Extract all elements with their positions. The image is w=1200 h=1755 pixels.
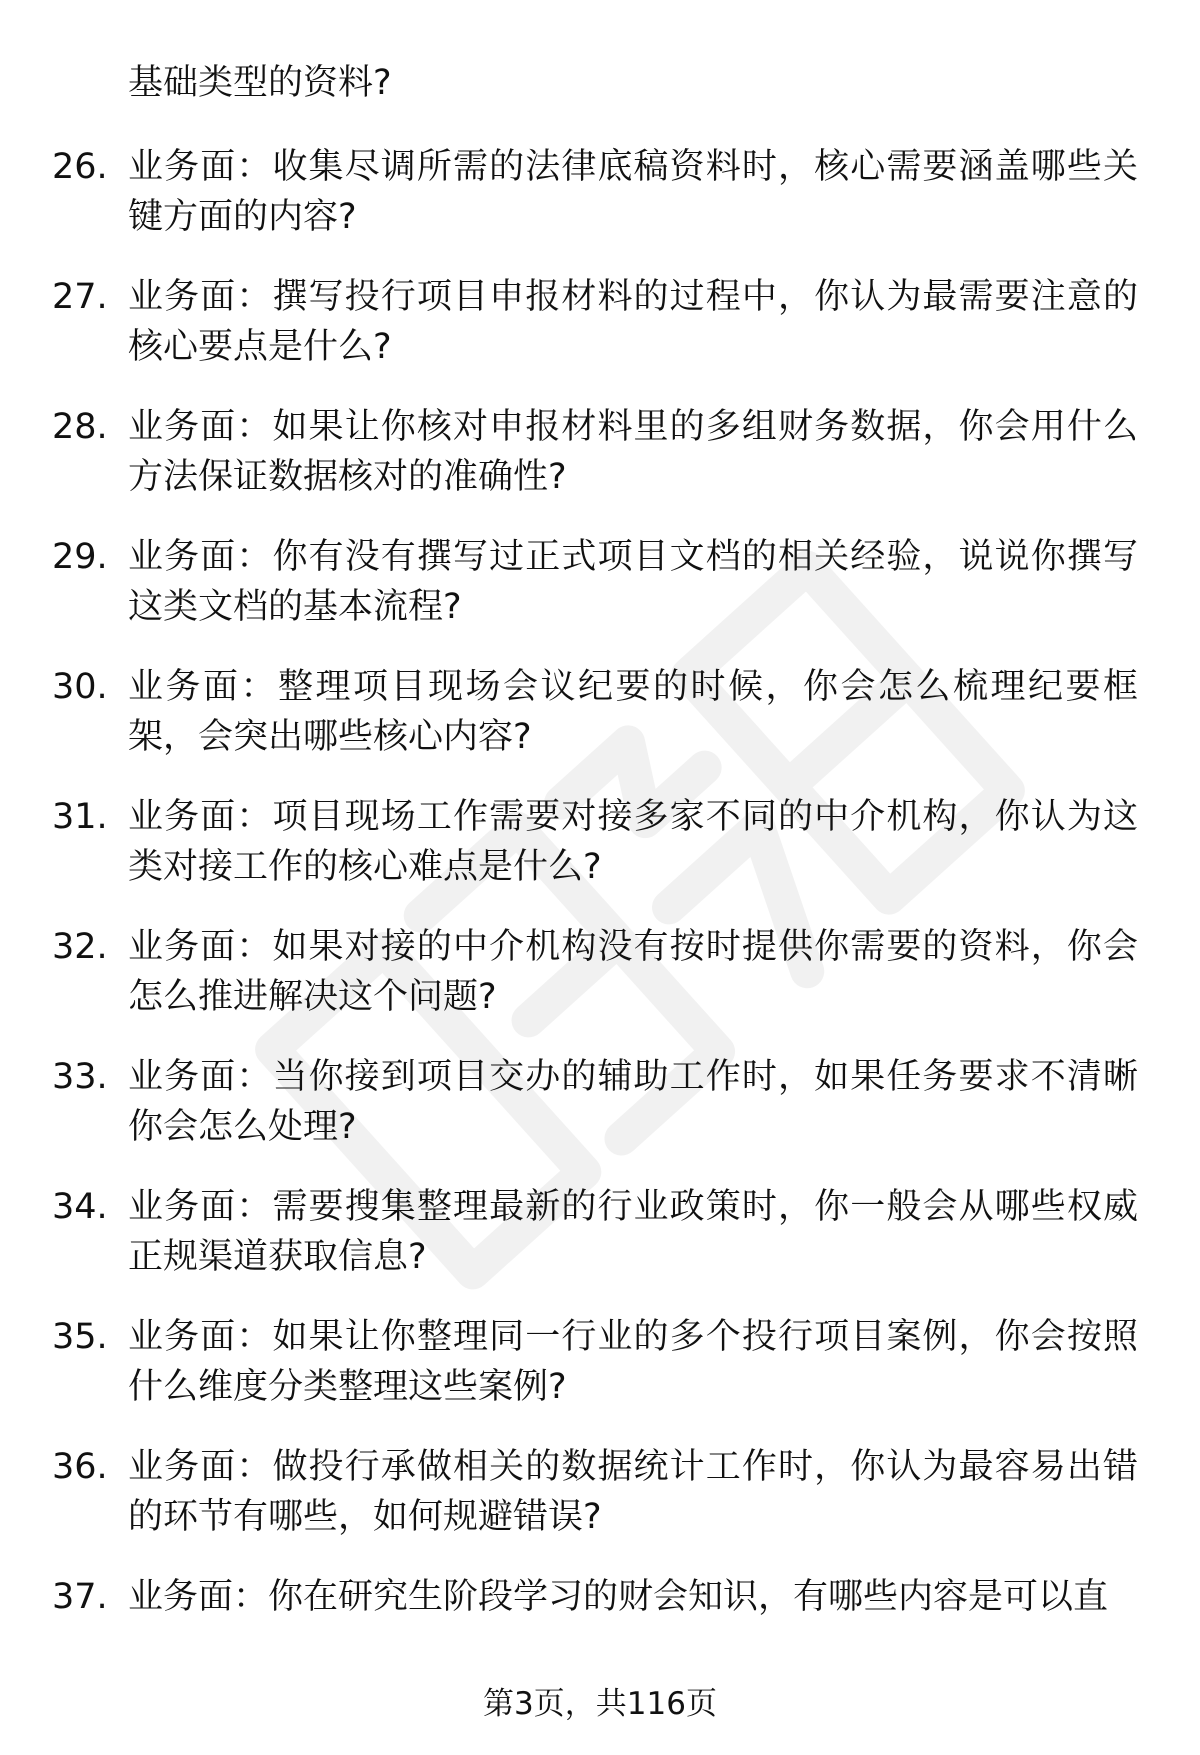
question-item bbox=[0, 1442, 1200, 1572]
question-item bbox=[0, 142, 1200, 272]
question-number: 34. bbox=[52, 1187, 108, 1227]
question-item bbox=[0, 1182, 1200, 1312]
question-item bbox=[0, 922, 1200, 1052]
question-item bbox=[0, 532, 1200, 662]
question-number: 33. bbox=[52, 1057, 108, 1097]
question-item bbox=[0, 402, 1200, 532]
question-number: 32. bbox=[52, 927, 108, 967]
question-text: 业务面：做投行承做相关的数据统计工作时，你认为最容易出错的环节有哪些，如何规避错误? bbox=[128, 1447, 1138, 1537]
question-text: 业务面：项目现场工作需要对接多家不同的中介机构，你认为这类对接工作的核心难点是什么? bbox=[128, 797, 1138, 887]
question-item bbox=[0, 662, 1200, 792]
question-item bbox=[0, 1312, 1200, 1442]
question-list bbox=[0, 142, 1200, 1702]
question-number: 35. bbox=[52, 1317, 108, 1357]
question-number: 37. bbox=[52, 1577, 108, 1617]
question-text: 业务面：整理项目现场会议纪要的时候，你会怎么梳理纪要框架，会突出哪些核心内容? bbox=[128, 667, 1138, 757]
question-text: 业务面：撰写投行项目申报材料的过程中，你认为最需要注意的核心要点是什么? bbox=[128, 277, 1138, 367]
question-text: 业务面：收集尽调所需的法律底稿资料时，核心需要涵盖哪些关键方面的内容? bbox=[128, 147, 1138, 237]
question-number: 26. bbox=[52, 147, 108, 187]
question-number: 27. bbox=[52, 277, 108, 317]
question-item bbox=[0, 792, 1200, 922]
question-number: 29. bbox=[52, 537, 108, 577]
question-text: 业务面：如果对接的中介机构没有按时提供你需要的资料，你会怎么推进解决这个问题? bbox=[128, 927, 1138, 1017]
question-number: 36. bbox=[52, 1447, 108, 1487]
question-number: 28. bbox=[52, 407, 108, 447]
question-text: 业务面：需要搜集整理最新的行业政策时，你一般会从哪些权威正规渠道获取信息? bbox=[128, 1187, 1138, 1277]
question-text: 业务面：你在研究生阶段学习的财会知识，有哪些内容是可以直 bbox=[128, 1577, 1109, 1617]
question-number: 31. bbox=[52, 797, 108, 837]
question-text: 业务面：当你接到项目交办的辅助工作时，如果任务要求不清晰你会怎么处理? bbox=[128, 1057, 1138, 1147]
question-text: 业务面：如果让你整理同一行业的多个投行项目案例，你会按照什么维度分类整理这些案例? bbox=[128, 1317, 1138, 1407]
question-number: 30. bbox=[52, 667, 108, 707]
question-item bbox=[0, 1052, 1200, 1182]
question-text: 业务面：如果让你核对申报材料里的多组财务数据，你会用什么方法保证数据核对的准确性? bbox=[128, 407, 1138, 497]
page-footer: 第3页，共116页 bbox=[483, 1686, 717, 1722]
question-item bbox=[0, 272, 1200, 402]
continuation-text: 基础类型的资料? bbox=[128, 63, 392, 103]
question-text: 业务面：你有没有撰写过正式项目文档的相关经验，说说你撰写这类文档的基本流程? bbox=[128, 537, 1138, 627]
